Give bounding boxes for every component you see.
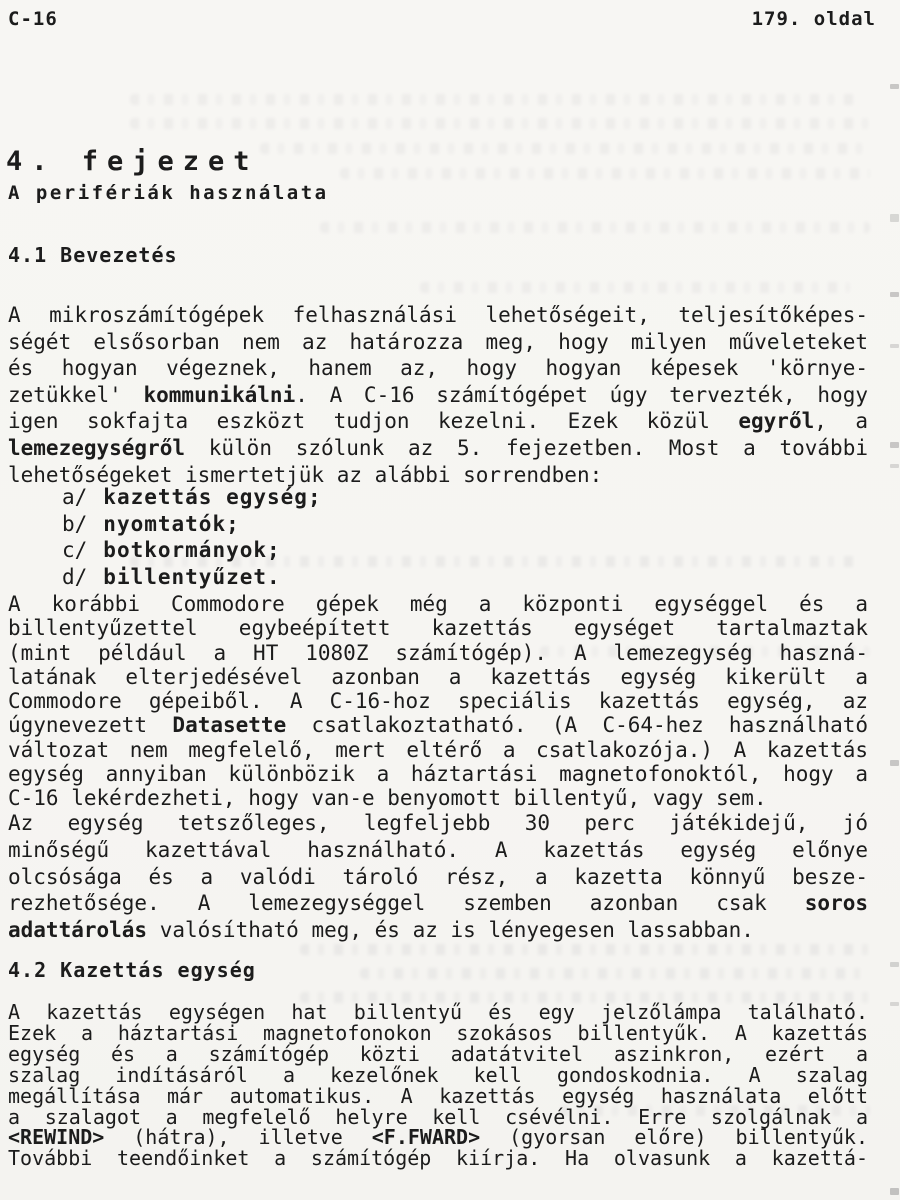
text-line: megállítása már automatikus. A kazettás egység használata előtt	[8, 1083, 868, 1108]
scan-edge-mark	[890, 214, 899, 222]
text-line: lemezegységről külön szólunk az 5. fejezetben. Most a további	[8, 435, 868, 460]
list-item-prefix: d/	[62, 564, 88, 589]
text-line: egység annyiban különbözik a háztartási magnetofonoktól, hogy a	[8, 762, 868, 787]
peripherals-list	[62, 484, 322, 590]
text-line: latának elterjedésével azonban a kazettás egység kikerült a	[8, 664, 868, 689]
scan-edge-mark	[890, 84, 899, 89]
scan-edge-mark	[890, 962, 899, 967]
text-line: lehetőségeket ismertetjük az alábbi sorrendben:	[8, 462, 603, 487]
list-item	[62, 537, 322, 564]
text-line: A korábbi Commodore gépek még a központi egységgel és a	[8, 592, 868, 616]
bleed-through-artifact	[320, 222, 870, 233]
text-line: A kazettás egységen hat billentyű és egy jelzőlámpa található.	[8, 1000, 868, 1024]
text-line: minőségű kazettával használható. A kazettás egység előnye	[8, 837, 868, 862]
text-line: és hogyan végeznek, hanem az, hogy hogyan képesek 'környe-	[8, 356, 868, 381]
text-line: A mikroszámítógépek felhasználási lehetőségeit, teljesítőképes-	[8, 303, 868, 327]
bleed-through-artifact	[340, 168, 870, 179]
text-line: olcsósága és a valódi tároló rész, a kazetta könnyű besze-	[8, 864, 868, 889]
text-line: igen sokfajta eszközt tudjon kezelni. Ezek közül egyről, a	[8, 409, 868, 434]
list-item	[62, 564, 322, 591]
list-item	[62, 511, 322, 538]
scan-edge-mark	[890, 1002, 899, 1006]
bleed-through-artifact	[360, 968, 870, 979]
bleed-through-artifact	[130, 94, 860, 105]
paragraph-intro	[8, 302, 868, 488]
list-item-label: nyomtatók;	[103, 511, 240, 536]
section-heading-4-1: 4.1 Bevezetés	[8, 243, 178, 267]
scan-edge-mark	[890, 442, 899, 448]
scan-edge-mark	[890, 1188, 899, 1195]
text-line: egység és a számítógép közti adatátvitel aszinkron, ezért a	[8, 1041, 868, 1066]
text-line: a szalagot a megfelelő helyre kell csévélni. Erre szolgálnak a	[8, 1104, 868, 1129]
scan-edge-mark	[890, 344, 899, 348]
page-header	[8, 8, 876, 30]
list-item	[62, 484, 322, 511]
chapter-subtitle: A perifériák használata	[8, 182, 329, 204]
text-line: Commodore gépeiből. A C-16-hoz speciális kazettás egység, az	[8, 689, 868, 714]
paragraph-cassette-unit	[8, 1002, 868, 1169]
text-line: Az egység tetszőleges, legfeljebb 30 perc játékidejű, jó	[8, 811, 868, 835]
bleed-through-artifact	[260, 143, 870, 154]
text-line: rezhetősége. A lemezegységgel szemben azonban csak soros	[8, 891, 868, 916]
list-item-prefix: a/	[62, 485, 88, 509]
text-line: (mint például a HT 1080Z számítógép). A lemezegység haszná-	[8, 640, 868, 665]
chapter-title: 4. fejezet	[6, 146, 259, 177]
text-line: úgynevezett Datasette csatlakoztatható. (A C-64-hez használható	[8, 713, 869, 738]
text-line: szalag indításáról a kezelőnek kell gondoskodnia. A szalag	[8, 1062, 868, 1087]
list-item-prefix: c/	[62, 538, 88, 563]
bleed-through-artifact	[420, 282, 850, 293]
text-line: zetükkel' kommunikálni. A C-16 számítógépet úgy tervezték, hogy	[8, 382, 868, 407]
text-line: billentyűzettel egybeépített kazettás egységet tartalmaztak	[8, 616, 868, 641]
section-heading-4-2: 4.2 Kazettás egység	[8, 958, 256, 982]
text-line: <REWIND> (hátra), illetve <F.FWARD> (gyorsan előre) billentyűk.	[8, 1125, 868, 1150]
paragraph-history	[8, 592, 868, 811]
list-item-label: kazettás egység;	[103, 485, 322, 509]
list-item-label: billentyűzet.	[103, 564, 281, 589]
text-line: változat nem megfelelő, mert eltérő a csatlakozója.) A kazettás	[8, 737, 868, 762]
scan-edge-mark	[890, 760, 899, 766]
list-item-label: botkormányok;	[103, 538, 281, 563]
text-line: Ezek a háztartási magnetofonokon szokásos billentyűk. A kazettás	[8, 1020, 868, 1045]
header-page-number: 179. oldal	[751, 8, 876, 30]
text-line: További teendőinket a számítógép kiírja. Ha olvasunk a kazettá-	[8, 1146, 868, 1171]
bleed-through-artifact	[300, 944, 870, 955]
scan-edge-mark	[890, 292, 899, 297]
header-model-label: C-16	[8, 8, 58, 30]
list-item-prefix: b/	[62, 511, 88, 536]
text-line: C-16 lekérdezheti, hogy van-e benyomott billentyű, vagy sem.	[8, 786, 767, 811]
paragraph-cassette-pros	[8, 810, 868, 944]
text-line: ségét elsősorban nem az határozza meg, hogy milyen műveleteket	[8, 329, 868, 354]
scan-edge-mark	[890, 464, 899, 468]
text-line: adattárolás valósítható meg, és az is lényegesen lassabban.	[8, 918, 754, 943]
bleed-through-artifact	[130, 118, 870, 129]
